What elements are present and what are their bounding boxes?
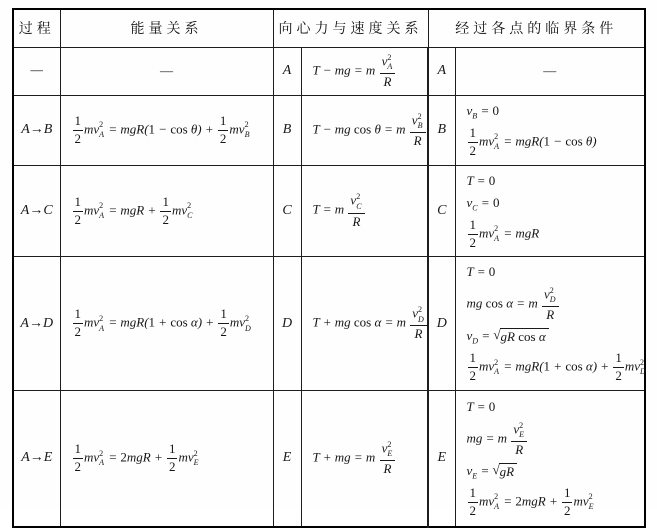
process-cell: — — [13, 47, 60, 95]
force-formula-cell — [301, 95, 428, 165]
critical-formula: $v_D$ = √ gR cos α — [459, 327, 642, 347]
critical-formula: mg = m v 2 E R — [459, 421, 642, 458]
force-formula-cell — [301, 257, 428, 390]
critical-point-cell: D — [428, 257, 455, 390]
critical-point-cell: E — [428, 390, 455, 527]
energy-cell — [60, 257, 273, 390]
force-formula: T + mg cos α = m v 2 D R — [305, 305, 425, 342]
force-formula-cell — [301, 390, 428, 527]
energy-formula: $\frac{1}{2}$ mv 2 A = mgR(1 + cos α) + $\frac{1}{2}$ mv 2 D — [74, 306, 251, 340]
energy-cell — [60, 95, 273, 165]
process-cell: A→E — [13, 390, 60, 527]
critical-formula-cell — [455, 47, 645, 95]
energy-formula: — — [160, 63, 173, 79]
critical-formula-cell — [455, 165, 645, 257]
force-formula-cell — [301, 47, 428, 95]
force-formula: T = m v 2 C R — [305, 192, 425, 229]
col-header-energy: 能量关系 — [60, 9, 273, 47]
col-header-process: 过程 — [13, 9, 60, 47]
critical-formula: — — [543, 63, 557, 79]
critical-formula: $v_C = 0$ — [466, 194, 500, 213]
critical-formula: T = 0 — [466, 172, 496, 188]
table-row — [13, 47, 645, 95]
force-point-cell: A — [273, 47, 301, 95]
critical-formula: $\frac{1}{2}$ mv 2 A = mgR — [469, 216, 540, 250]
col-header-force: 向心力与速度关系 — [273, 9, 428, 47]
critical-formula: $v_B = 0$ — [466, 102, 499, 121]
process-cell: A→B — [13, 95, 60, 165]
force-point-cell: B — [273, 95, 301, 165]
force-point-cell: C — [273, 165, 301, 257]
force-formula-cell — [301, 165, 428, 257]
physics-table — [12, 8, 646, 528]
critical-formula: T = 0 — [466, 399, 496, 415]
energy-formula: $\frac{1}{2}$ mv 2 A = 2mgR + $\frac{1}{2}$ mv 2 E — [74, 441, 199, 474]
critical-formula: $\frac{1}{2}$ mv 2 A = mgR(1 − cos θ) — [469, 124, 597, 158]
critical-formula: $v_E$ = √ gR — [459, 462, 642, 482]
process-cell: A→C — [13, 165, 60, 257]
critical-formula: $\frac{1}{2}$ mv 2 A = mgR(1 + cos α) + $\frac{1}{2}$ mv 2 D — [469, 349, 646, 383]
energy-cell — [60, 390, 273, 527]
critical-formula-cell — [455, 257, 645, 390]
critical-formula: T = 0 — [466, 264, 496, 280]
critical-formula-cell — [455, 95, 645, 165]
force-formula: T − mg = m v 2 A R — [305, 53, 425, 90]
critical-point-cell: B — [428, 95, 455, 165]
critical-formula: $\frac{1}{2}$ mv 2 A = 2mgR + $\frac{1}{2}$ mv 2 E — [469, 484, 594, 518]
force-formula: T + mg = m v 2 E R — [305, 440, 425, 477]
energy-formula: $\frac{1}{2}$ mv 2 A = mgR(1 − cos θ) + $\frac{1}{2}$ mv 2 B — [74, 112, 250, 146]
col-header-critical: 经过各点的临界条件 — [428, 9, 645, 47]
process-cell: A→D — [13, 257, 60, 390]
critical-point-cell: C — [428, 165, 455, 257]
table-body — [13, 47, 645, 527]
table-row — [13, 95, 645, 165]
energy-cell — [60, 47, 273, 95]
header-row — [13, 9, 645, 47]
table-row — [13, 257, 645, 390]
force-formula: T − mg cos θ = m v 2 B R — [305, 112, 425, 149]
table-row — [13, 165, 645, 257]
table-row — [13, 390, 645, 527]
energy-cell — [60, 165, 273, 257]
force-point-cell: D — [273, 257, 301, 390]
energy-formula: $\frac{1}{2}$ mv 2 A = mgR + $\frac{1}{2}$ mv 2 C — [74, 193, 193, 227]
critical-point-cell: A — [428, 47, 455, 95]
force-point-cell: E — [273, 390, 301, 527]
critical-formula-cell — [455, 390, 645, 527]
critical-formula: mg cos α = m v 2 D R — [459, 286, 642, 323]
